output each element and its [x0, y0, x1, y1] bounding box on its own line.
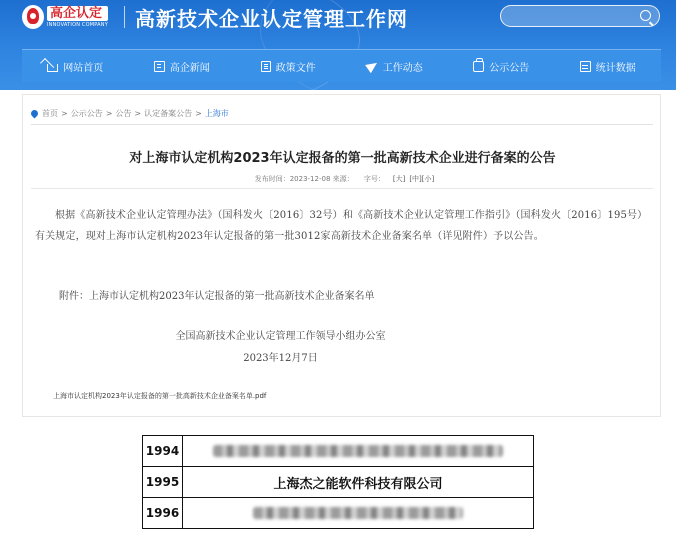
article-title: 对上海市认定机构2023年认定报备的第一批高新技术企业进行备案的公告 [129, 151, 556, 166]
company-name: 上海杰之能软件科技有限公司 [183, 467, 534, 498]
article-container [22, 94, 661, 417]
company-list-table [142, 435, 534, 529]
nav-item-policy[interactable] [235, 50, 342, 82]
table-row [143, 467, 534, 498]
redaction-blur [213, 445, 503, 457]
table-row [143, 498, 534, 529]
font-size-label: 字号： [363, 175, 385, 183]
article-body: 根据《高新技术企业认定管理办法》（国科发火〔2016〕32号）和《高新技术企业认定管理工作指引》（国科发火〔2016〕195号）有关规定，现对上海市认定机构2023年认定报备的第一批3012家高新技术企业备案名单（详见附件）予以公告。 [35, 210, 648, 242]
divider [31, 124, 653, 125]
logo-divider [124, 6, 125, 28]
breadcrumb-item-notices[interactable]: 公示公告 [70, 109, 103, 118]
article-meta [23, 174, 662, 184]
table-row [143, 436, 534, 467]
company-name-redacted [183, 436, 534, 467]
breadcrumb-separator: > [134, 109, 142, 118]
nav-item-notices[interactable] [448, 50, 555, 82]
publish-info: 发布时间：2023-12-08 来源： [254, 175, 354, 183]
breadcrumb-item-current[interactable]: 上海市 [204, 109, 229, 118]
font-size-medium-button[interactable]: [中] [409, 175, 422, 183]
breadcrumb [31, 108, 229, 119]
nav-label: 高企新闻 [169, 62, 210, 74]
divider [31, 188, 653, 189]
logo-subtext: INNOVATION COMPANY [47, 22, 108, 28]
logo-text-group [47, 6, 108, 28]
site-logo[interactable] [22, 2, 118, 32]
breadcrumb-separator: > [105, 109, 113, 118]
nav-label: 工作动态 [382, 62, 423, 74]
attachment-text: 附件：上海市认定机构2023年认定报备的第一批高新技术企业备案名单 [59, 291, 375, 302]
row-number: 1994 [143, 436, 183, 467]
breadcrumb-separator: > [61, 109, 68, 118]
issue-date: 2023年12月7日 [243, 353, 318, 364]
nav-label: 网站首页 [63, 62, 104, 74]
nav-item-statistics[interactable] [555, 50, 662, 82]
nav-item-news[interactable] [129, 50, 236, 82]
issuer-name: 全国高新技术企业认定管理工作领导小组办公室 [175, 331, 386, 342]
news-icon [154, 61, 165, 72]
nav-item-home[interactable] [22, 50, 129, 82]
document-icon [261, 61, 271, 72]
nav-label: 公示公告 [489, 62, 530, 74]
row-number: 1995 [143, 467, 183, 498]
search-input[interactable] [511, 8, 631, 24]
nav-label: 统计数据 [595, 62, 636, 74]
pdf-attachment-link[interactable]: 上海市认定机构2023年认定报备的第一批高新技术企业备案名单.pdf [53, 392, 267, 400]
font-size-small-button[interactable]: [小] [421, 175, 435, 183]
statistics-icon [580, 61, 591, 72]
row-number: 1996 [143, 498, 183, 529]
breadcrumb-separator: > [195, 109, 202, 118]
logo-text: 高企认定 [47, 6, 108, 21]
search-icon[interactable] [640, 10, 651, 21]
company-name-redacted [183, 498, 534, 529]
paper-plane-icon [365, 59, 380, 74]
home-icon [47, 64, 58, 72]
breadcrumb-item-filing[interactable]: 认定备案公告 [144, 109, 193, 118]
nav-item-work-updates[interactable] [342, 50, 449, 82]
search-box[interactable] [500, 5, 660, 27]
notice-icon [473, 61, 484, 72]
redaction-blur [253, 507, 463, 519]
logo-flame-icon [22, 5, 44, 29]
main-nav [22, 49, 661, 82]
location-pin-icon [30, 109, 40, 119]
breadcrumb-item-home[interactable]: 首页 [42, 109, 58, 118]
site-title: 高新技术企业认定管理工作网 [135, 7, 408, 31]
font-size-large-button[interactable]: [大] [392, 175, 406, 183]
breadcrumb-item-announcement[interactable]: 公告 [115, 109, 132, 118]
nav-label: 政策文件 [275, 62, 316, 74]
